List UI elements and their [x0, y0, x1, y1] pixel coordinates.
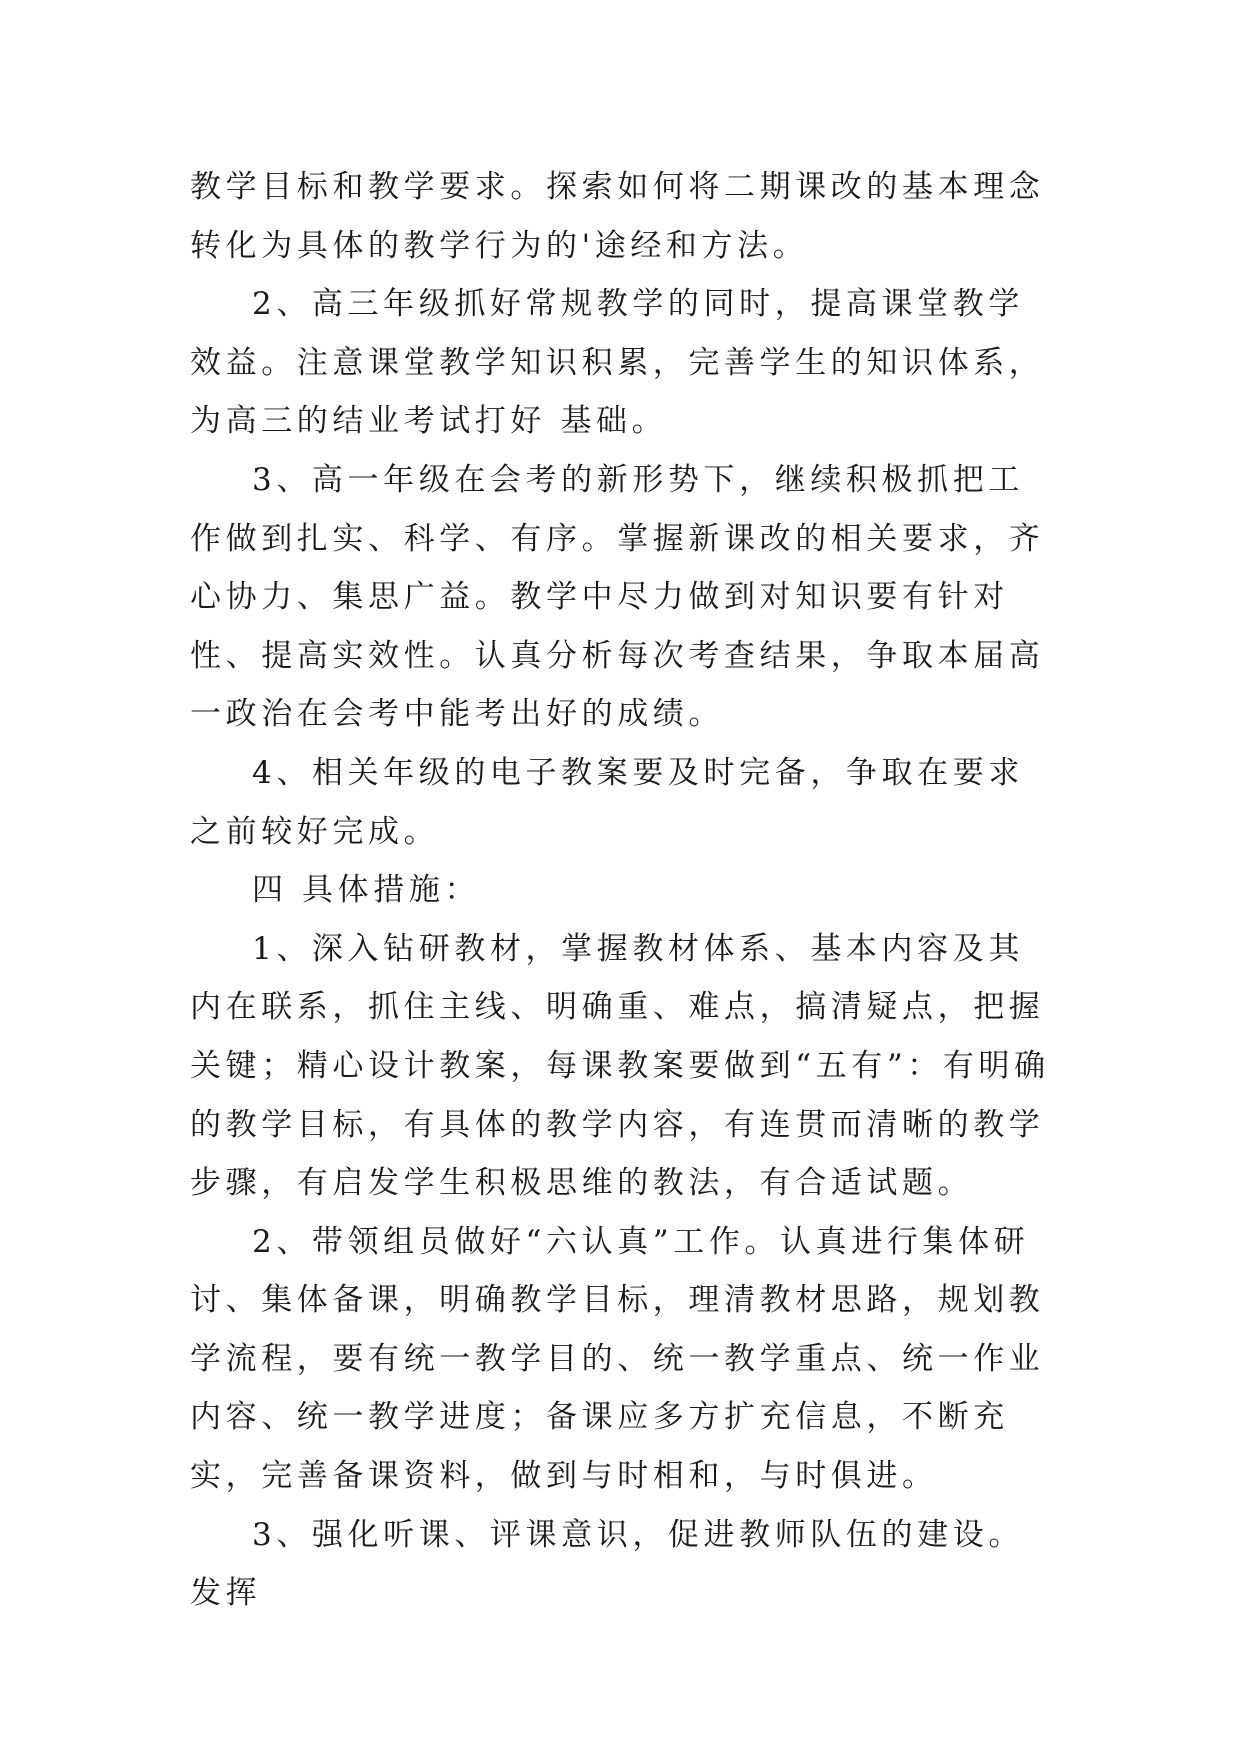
- paragraph-continued-goals: 教学目标和教学要求。探索如何将二期课改的基本理念转化为具体的教学行为的'途经和方法。: [190, 169, 1045, 264]
- document-body: [190, 158, 1058, 1623]
- paragraph-measure-1: 1、深入钻研教材，掌握教材体系、基本内容及其内在联系，抓住主线、明确重、难点，搞清疑点，把握关键；精心设计教案，每课教案要做到“五有”：有明确的教学目标，有具体的教学内容，有连贯而清晰的教学步骤，有启发学生积极思维的教法，有合适试题。: [190, 930, 1050, 1202]
- paragraph-item-2-grade-three: 2、高三年级抓好常规教学的同时，提高课堂教学效益。注意课堂教学知识积累，完善学生的知识体系，为高三的结业考试打好 基础。: [190, 286, 1045, 440]
- paragraph-item-4-lesson-plans: 4、相关年级的电子教案要及时完备，争取在要求之前较好完成。: [190, 754, 1024, 850]
- paragraph-item-3-grade-one: 3、高一年级在会考的新形势下，继续积极抓把工作做到扎实、科学、有序。掌握新课改的相关要求，齐心协力、集思广益。教学中尽力做到对知识要有针对性、提高实效性。认真分析每次考查结果，争取本届高一政治在会考中能考出好的成绩。: [190, 461, 1045, 733]
- paragraph-measure-3: 3、强化听课、评课意识，促进教师队伍的建设。发挥: [190, 1516, 1024, 1612]
- section-heading-measures: 四 具体措施：: [252, 872, 481, 909]
- paragraph-measure-2: 2、带领组员做好“六认真”工作。认真进行集体研讨、集体备课，明确教学目标，理清教材思路，规划教学流程，要有统一教学目的、统一教学重点、统一作业内容、统一教学进度；备课应多方扩充信息，不断充实，完善备课资料，做到与时相和，与时俱进。: [190, 1223, 1045, 1495]
